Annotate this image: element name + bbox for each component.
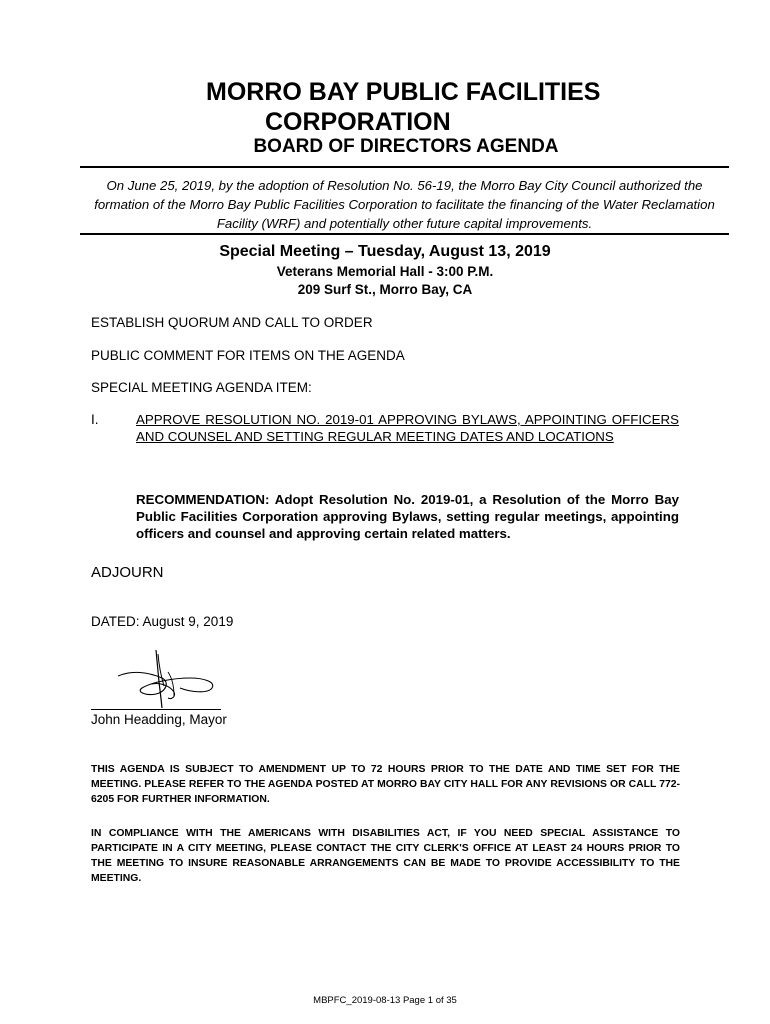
agenda-item-recommendation: RECOMMENDATION: Adopt Resolution No. 2019-01, a Resolution of the Morro Bay Public Facilities Corporation approving Bylaws, setting regular meetings, appointing officers and counsel and approving certain related matters. — [136, 492, 679, 541]
agenda-special-heading: SPECIAL MEETING AGENDA ITEM: — [91, 380, 312, 395]
document-title-line-2: CORPORATION — [265, 108, 451, 136]
meeting-venue-time: Veterans Memorial Hall - 3:00 P.M. — [276, 264, 494, 279]
meeting-address: 209 Surf St., Morro Bay, CA — [297, 282, 473, 297]
agenda-item-number: I. — [91, 412, 99, 427]
top-divider — [80, 166, 729, 168]
agenda-public-comment: PUBLIC COMMENT FOR ITEMS ON THE AGENDA — [91, 348, 405, 363]
preamble-text: On June 25, 2019, by the adoption of Resolution No. 56-19, the Morro Bay City Council authorized the formation of the Morro Bay Public Facilities Corporation to facilitate the financing of the Water Reclamation Facility (WRF) and potentially other future capital improvements. — [94, 178, 715, 231]
agenda-adjourn: ADJOURN — [91, 564, 164, 581]
agenda-item-title: APPROVE RESOLUTION NO. 2019-01 APPROVING BYLAWS, APPOINTING OFFICERS AND COUNSEL AND SETTING REGULAR MEETING DATES AND LOCATIONS — [136, 412, 679, 444]
meeting-title: Special Meeting – Tuesday, August 13, 2019 — [219, 243, 551, 260]
amendment-notice: THIS AGENDA IS SUBJECT TO AMENDMENT UP TO 72 HOURS PRIOR TO THE DATE AND TIME SET FOR THE MEETING. PLEASE REFER TO THE AGENDA POSTED AT MORRO BAY CITY HALL FOR ANY REVISIONS OR CALL 772-6205 FOR FURTHER INFORMATION. — [91, 764, 680, 805]
agenda-quorum: ESTABLISH QUORUM AND CALL TO ORDER — [91, 315, 373, 330]
signature-line — [91, 709, 221, 710]
page-footer: MBPFC_2019-08-13 Page 1 of 35 — [313, 995, 457, 1006]
dated-line: DATED: August 9, 2019 — [91, 614, 234, 629]
mayor-signature — [112, 648, 224, 710]
document-title-line-1: MORRO BAY PUBLIC FACILITIES — [206, 78, 601, 106]
signer-name: John Headding, Mayor — [91, 712, 227, 727]
ada-notice: IN COMPLIANCE WITH THE AMERICANS WITH DISABILITIES ACT, IF YOU NEED SPECIAL ASSISTANCE TO PARTICIPATE IN A CITY MEETING, PLEASE CONTACT THE CITY CLERK'S OFFICE AT LEAST 24 HOURS PRIOR TO THE MEETING TO INSURE REASONABLE ARRANGEMENTS CAN BE MADE TO PROVIDE ACCESSIBILITY TO THE MEETING. — [91, 828, 680, 884]
bottom-divider — [80, 233, 729, 235]
document-subtitle: BOARD OF DIRECTORS AGENDA — [253, 136, 559, 157]
